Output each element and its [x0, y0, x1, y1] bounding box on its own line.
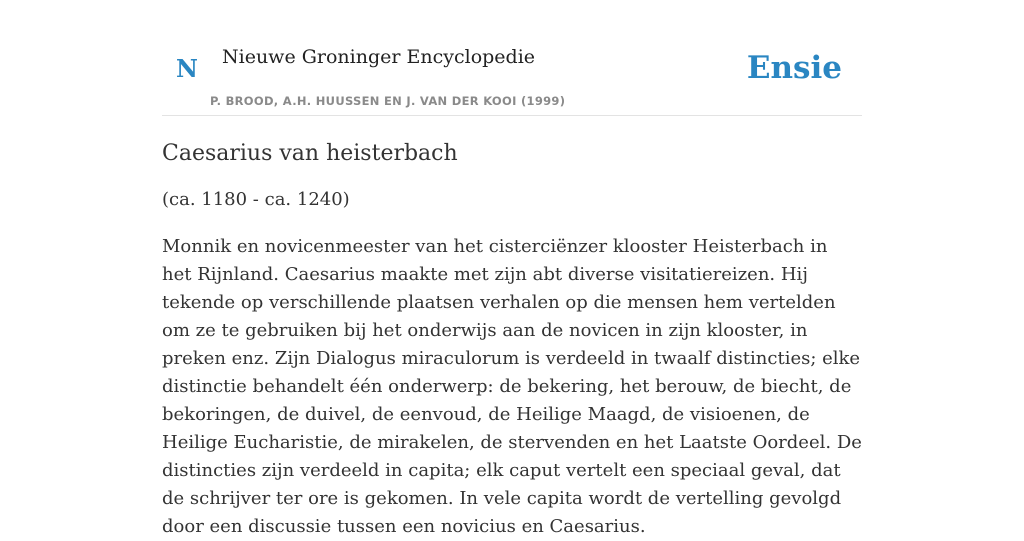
entry-content — [162, 136, 862, 541]
book-logo[interactable]: N — [176, 54, 198, 83]
book-header — [162, 40, 862, 116]
book-authors: P. BROOD, A.H. HUUSSEN EN J. VAN DER KOOI (1999) — [210, 94, 566, 108]
entry-body: Monnik en novicenmeester van het cisterciënzer klooster Heisterbach in het Rijnland. Caesarius maakte met zijn abt diverse visitatiereizen. Hij tekende op verschillende plaatsen verhalen op die mensen hem vertelden om ze te gebruiken bij het onderwijs aan de novicen in zijn klooster, in preken enz. Zijn Dialogus miraculorum is verdeeld in twaalf distincties; elke distinctie behandelt één onderwerp: de bekering, het berouw, de biecht, de bekoringen, de duivel, de eenvoud, de Heilige Maagd, de visioenen, de Heilige Eucharistie, de mirakelen, de stervenden en het Laatste Oordeel. De distincties zijn verdeeld in capita; elk caput vertelt een speciaal geval, dat de schrijver ter ore is gekomen. In vele capita wordt de vertelling gevolgd door een discussie tussen een novicius en Caesarius. — [162, 236, 862, 537]
book-title-link[interactable]: Nieuwe Groninger Encyclopedie — [222, 46, 536, 68]
ensie-logo-link[interactable]: Ensie — [746, 50, 842, 86]
entry-title: Caesarius van heisterbach — [162, 141, 458, 166]
entry-dates: (ca. 1180 - ca. 1240) — [162, 189, 350, 210]
